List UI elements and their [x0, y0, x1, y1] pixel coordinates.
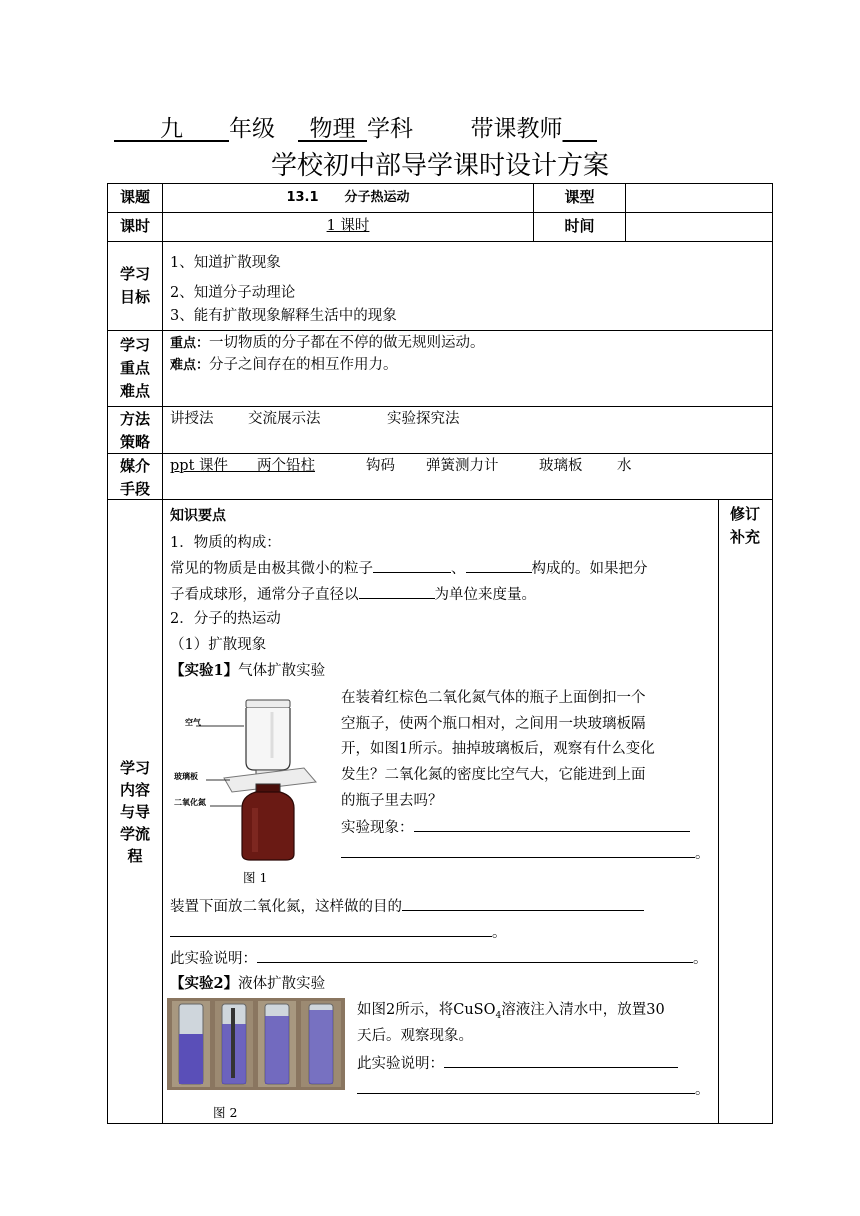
method-item: 交流展示法: [248, 411, 321, 427]
point-1-title: 1．物质的构成：: [170, 535, 281, 551]
experiment-2-text-2: 天后。观察现象。: [357, 1028, 473, 1044]
point-2-title: 2．分子的热运动: [170, 611, 281, 627]
row-line: [107, 212, 773, 213]
goal-item: 1、知道扩散现象: [170, 255, 281, 271]
method-item: 讲授法: [170, 411, 214, 427]
point-2-sub: （1）扩散现象: [170, 637, 267, 653]
media-item: ppt 课件 两个铅柱: [170, 458, 315, 474]
experiment-2-explain-2: 。: [357, 1077, 710, 1102]
goals-label: 学习目标: [119, 265, 150, 306]
media-item: 水: [617, 458, 632, 474]
media-item: 弹簧测力计: [426, 458, 499, 474]
revise-col-line: [718, 499, 719, 1124]
col-line: [625, 183, 626, 242]
content-label: 学习内容与导学流程: [119, 759, 150, 865]
topic-label: 课题: [119, 188, 150, 206]
row-line: [107, 499, 773, 500]
purpose-line: 装置下面放二氧化氮，这样做的目的: [170, 894, 644, 919]
experiment-1-heading: 【实验1】气体扩散实验: [170, 662, 326, 679]
topic-value: 13.1 分子热运动: [286, 190, 410, 205]
goal-item: 2、知道分子动理论: [170, 285, 296, 301]
key-point: 重点：一切物质的分子都在不停的做无规则运动。: [170, 335, 485, 351]
phenomenon-line-2: 。: [341, 841, 710, 866]
media-item: 钩码: [366, 458, 395, 474]
explain-line-1: 此实验说明： 。: [170, 946, 708, 971]
fig1-label-air: 空气: [185, 718, 201, 727]
figure-2-caption: 图 2: [213, 1105, 238, 1120]
methods-label: 方法策略: [119, 410, 150, 451]
phenomenon-line: 实验现象：: [341, 815, 690, 840]
hours-label: 课时: [119, 217, 150, 235]
page-title: 学校初中部导学课时设计方案: [270, 151, 609, 181]
section-title: 知识要点: [170, 508, 226, 524]
goal-item: 3、能有扩散现象解释生活中的现象: [170, 308, 397, 324]
experiment-1-text: 空瓶子，使两个瓶口相对，之间用一块玻璃板隔: [341, 716, 646, 732]
point-1-text-2: 子看成球形，通常分子直径以 为单位来度量。: [170, 582, 536, 607]
experiment-1-text: 开，如图1所示。抽掉玻璃板后，观察有什么变化: [341, 741, 655, 757]
table-border-left: [107, 183, 108, 1124]
hours-value: 1 课时: [326, 218, 370, 234]
table-border-top: [107, 183, 773, 184]
subject-label: 学科: [367, 116, 413, 142]
revise-label: 修订补充: [729, 505, 760, 546]
experiment-1-text: 在装着红棕色二氧化氮气体的瓶子上面倒扣一个: [341, 690, 646, 706]
experiment-2-explain: 此实验说明：: [357, 1051, 678, 1076]
teacher-label: 带课教师: [470, 116, 563, 142]
type-label: 课型: [564, 188, 595, 206]
experiment-1-text: 发生？二氧化氮的密度比空气大，它能进到上面: [341, 767, 646, 783]
media-item: 玻璃板: [539, 458, 583, 474]
table-border-bottom: [107, 1123, 773, 1124]
row-line: [107, 241, 773, 242]
table-border-right: [772, 183, 773, 1124]
subject-value: 物理: [309, 116, 356, 142]
fig1-label-glass: 玻璃板: [174, 772, 198, 781]
purpose-line-2: 。: [170, 920, 507, 945]
header-line: [114, 110, 597, 143]
difficult-point: 难点：分子之间存在的相互作用力。: [170, 357, 398, 373]
fig1-label-no2: 二氧化氮: [174, 798, 206, 807]
figure-2-liquid-diffusion: [167, 998, 345, 1090]
figure-1-caption: 图 1: [243, 870, 268, 885]
point-1-text: 常见的物质是由极其微小的粒子 、 构成的。如果把分: [170, 556, 648, 581]
method-item: 实验探究法: [387, 411, 460, 427]
media-label: 媒介手段: [119, 457, 150, 498]
label-col-line: [162, 183, 163, 1124]
grade-label: 年级: [229, 116, 275, 142]
experiment-1-text: 的瓶子里去吗？: [341, 793, 443, 809]
experiment-2-text: 如图2所示，将CuSO$_4$溶液注入清水中，放置30: [357, 1002, 665, 1021]
time-label: 时间: [564, 217, 595, 235]
teacher-blank: [563, 116, 598, 142]
grade-value: 九: [160, 116, 183, 142]
keypoints-label: 学习重点难点: [119, 336, 150, 400]
experiment-2-heading: 【实验2】液体扩散实验: [170, 975, 326, 992]
